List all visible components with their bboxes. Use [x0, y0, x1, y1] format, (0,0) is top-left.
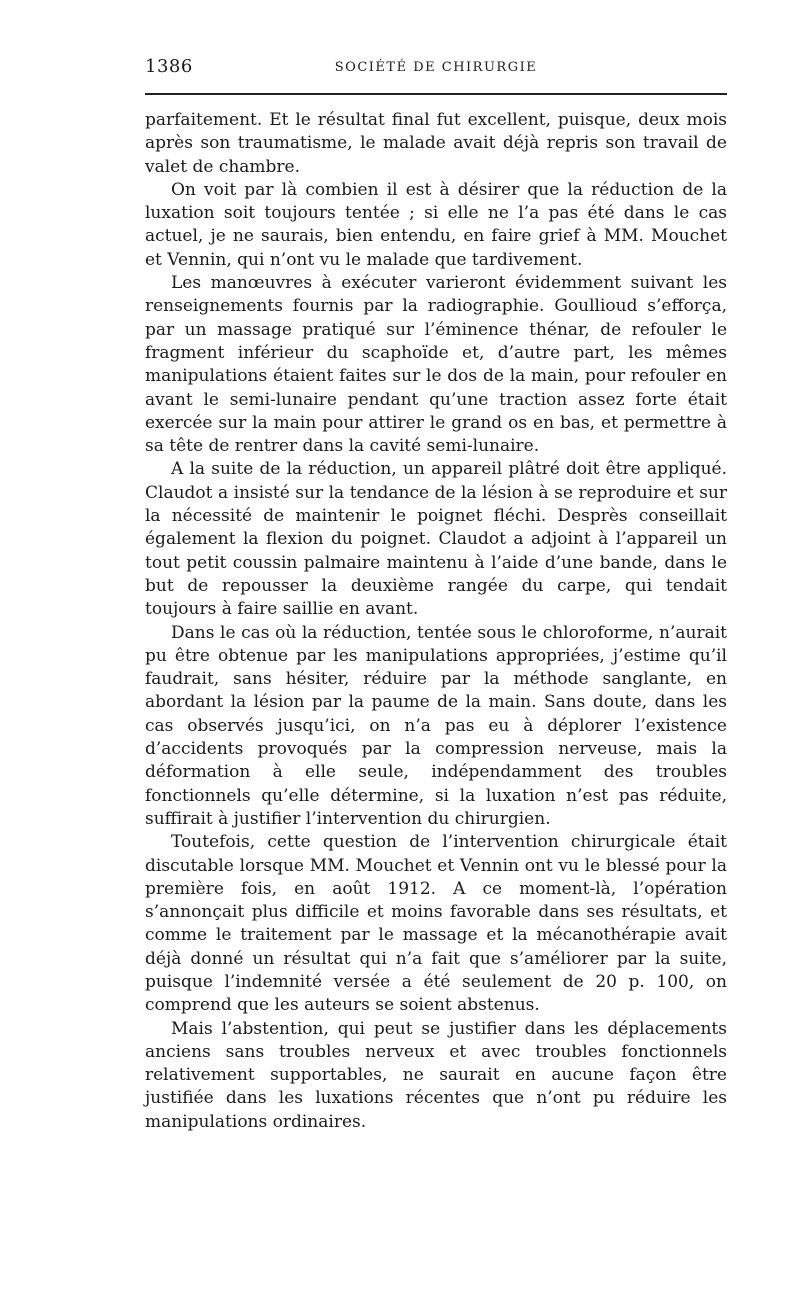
header-rule	[145, 93, 727, 95]
body-text	[145, 109, 727, 1134]
running-head: SOCIÉTÉ DE CHIRURGIE	[334, 60, 538, 75]
paragraph: Toutefois, cette question de l’intervention chirurgicale était discutable lorsque MM. Mouchet et Vennin ont vu le blessé pour la première fois, en août 1912. A ce moment-là, l’opération s’annonçait plus difficile et moins favorable dans ses résultats, et comme le traitement par le massage et la mécanothérapie avait déjà donné un résultat qui n’a fait que s’améliorer par la suite, puisque l’indemnité versée a été seulement de 20 p. 100, on comprend que les auteurs se soient abstenus.	[145, 832, 727, 1016]
paragraph: Dans le cas où la réduction, tentée sous le chloroforme, n’aurait pu être obtenue par les manipulations appropriées, j’estime qu’il faudrait, sans hésiter, réduire par la méthode sanglante, en abordant la lésion par la paume de la main. Sans doute, dans les cas observés jusqu’ici, on n’a pas eu à déplorer l’existence d’accidents provoqués par la compression nerveuse, mais la déformation à elle seule, indépendamment des troubles fonctionnels qu’elle détermine, si la luxation n’est pas réduite, suffirait à justifier l’intervention du chirurgien.	[145, 622, 727, 829]
page-header	[145, 50, 727, 80]
paragraph: On voit par là combien il est à désirer que la réduction de la luxation soit toujours tentée ; si elle ne l’a pas été dans le cas actuel, je ne saurais, bien entendu, en faire grief à MM. Mouchet et Vennin, qui n’ont vu le malade que tardivement.	[145, 179, 727, 270]
paragraph: Mais l’abstention, qui peut se justifier dans les déplacements anciens sans troubles nerveux et avec troubles fonctionnels relativement supportables, ne saurait en aucune façon être justifiée dans les luxations récentes que n’ont pu réduire les manipulations ordinaires.	[145, 1018, 727, 1132]
paragraph: A la suite de la réduction, un appareil plâtré doit être appliqué. Claudot a insisté sur la tendance de la lésion à se reproduire et sur la nécessité de maintenir le poignet fléchi. Desprès conseillait également la flexion du poignet. Claudot a adjoint à l’appareil un tout petit coussin palmaire maintenu à l’aide d’une bande, dans le but de repousser la deuxième rangée du carpe, qui tendait toujours à faire saillie en avant.	[145, 459, 727, 620]
page-number: 1386	[145, 56, 193, 77]
paragraph: Les manœuvres à exécuter varieront évidemment suivant les renseignements fournis par la radiographie. Goullioud s’efforça, par un massage pratiqué sur l’éminence thénar, de refouler le fragment inférieur du scaphoïde et, d’autre part, les mêmes manipulations étaient faites sur le dos de la main, pour refouler en avant le semi-lunaire pendant qu’une traction assez forte était exercée sur la main pour attirer le grand os en bas, et permettre à sa tête de rentrer dans la cavité semi-lunaire.	[145, 273, 727, 457]
paragraph-continuation: parfaitement. Et le résultat final fut excellent, puisque, deux mois après son traumatisme, le malade avait déjà repris son travail de valet de chambre.	[145, 110, 727, 177]
